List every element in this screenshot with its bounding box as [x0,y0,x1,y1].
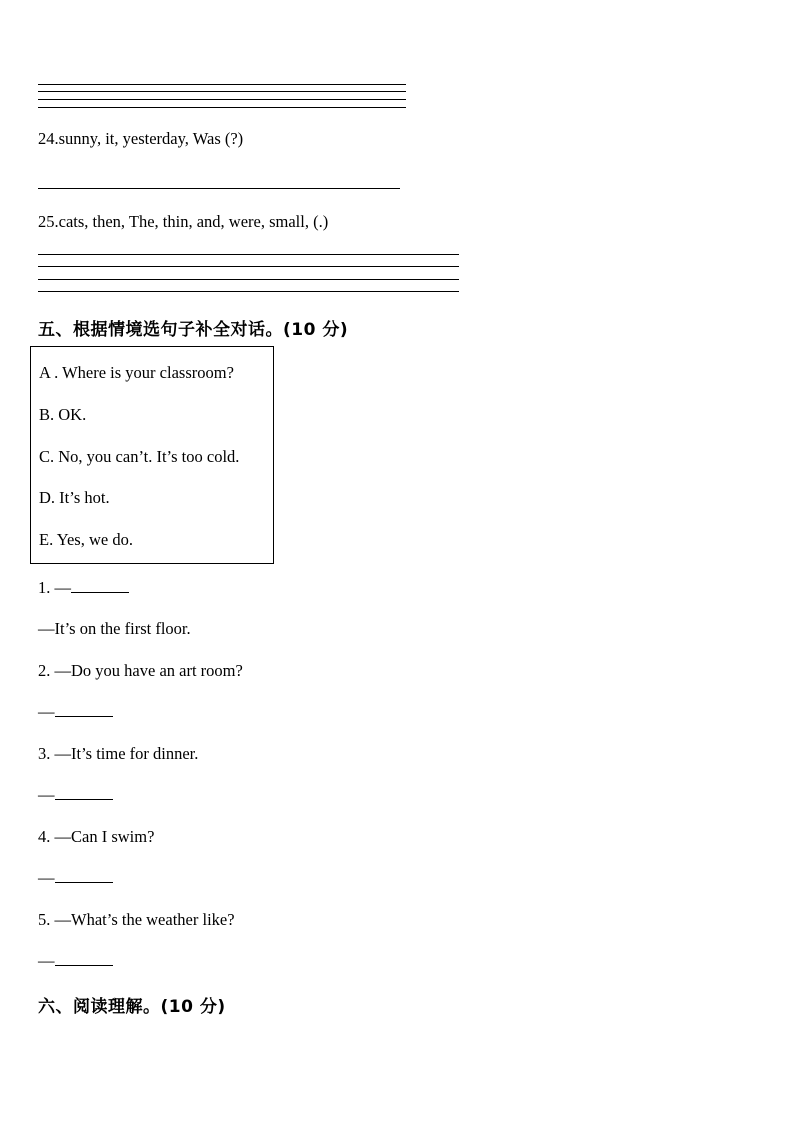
dialogue-2-blank[interactable] [55,702,113,717]
dialogue-3-question: 3. —It’s time for dinner. [38,744,199,763]
question-24-number: 24. [38,129,59,148]
question-24 [38,129,243,149]
section-6-title: 六、阅读理解。(10 分) [38,997,226,1017]
q23-answer-line-1[interactable] [38,84,406,85]
dialogue-5-question: 5. —What’s the weather like? [38,910,235,929]
option-b: B. OK. [39,405,87,424]
q25-answer-line-4[interactable] [38,291,459,292]
q24-answer-line[interactable] [38,188,400,189]
dialogue-3-answer: — [38,785,113,805]
dialogue-4-question: 4. —Can I swim? [38,827,155,846]
q23-answer-line-3[interactable] [38,99,406,100]
option-c: C. No, you can’t. It’s too cold. [39,447,240,466]
question-24-prompt: sunny, it, yesterday, Was (?) [58,129,244,148]
q25-answer-line-3[interactable] [38,279,459,280]
question-25-number: 25. [38,212,59,231]
dialogue-3-blank[interactable] [55,785,113,800]
dialogue-5-blank[interactable] [55,951,113,966]
dialogue-1-question: 1. — [38,578,129,598]
options-box [30,346,274,564]
option-e: E. Yes, we do. [39,530,133,549]
dialogue-2-answer: — [38,702,113,722]
dialogue-1-answer: —It’s on the first floor. [38,619,191,638]
q25-answer-line-1[interactable] [38,254,459,255]
option-d: D. It’s hot. [39,488,110,507]
q25-answer-line-2[interactable] [38,266,459,267]
dialogue-2-question: 2. —Do you have an art room? [38,661,243,680]
section-5-title: 五、根据情境选句子补全对话。(10 分) [38,320,349,340]
option-a: A . Where is your classroom? [39,363,234,382]
dialogue-4-blank[interactable] [55,868,113,883]
q23-answer-line-4[interactable] [38,107,406,108]
question-25 [38,212,328,232]
dialogue-1-blank[interactable] [71,578,129,593]
dialogue-4-answer: — [38,868,113,888]
dialogue-5-answer: — [38,951,113,971]
q23-answer-line-2[interactable] [38,91,406,92]
question-25-prompt: cats, then, The, thin, and, were, small, (.) [58,212,329,231]
